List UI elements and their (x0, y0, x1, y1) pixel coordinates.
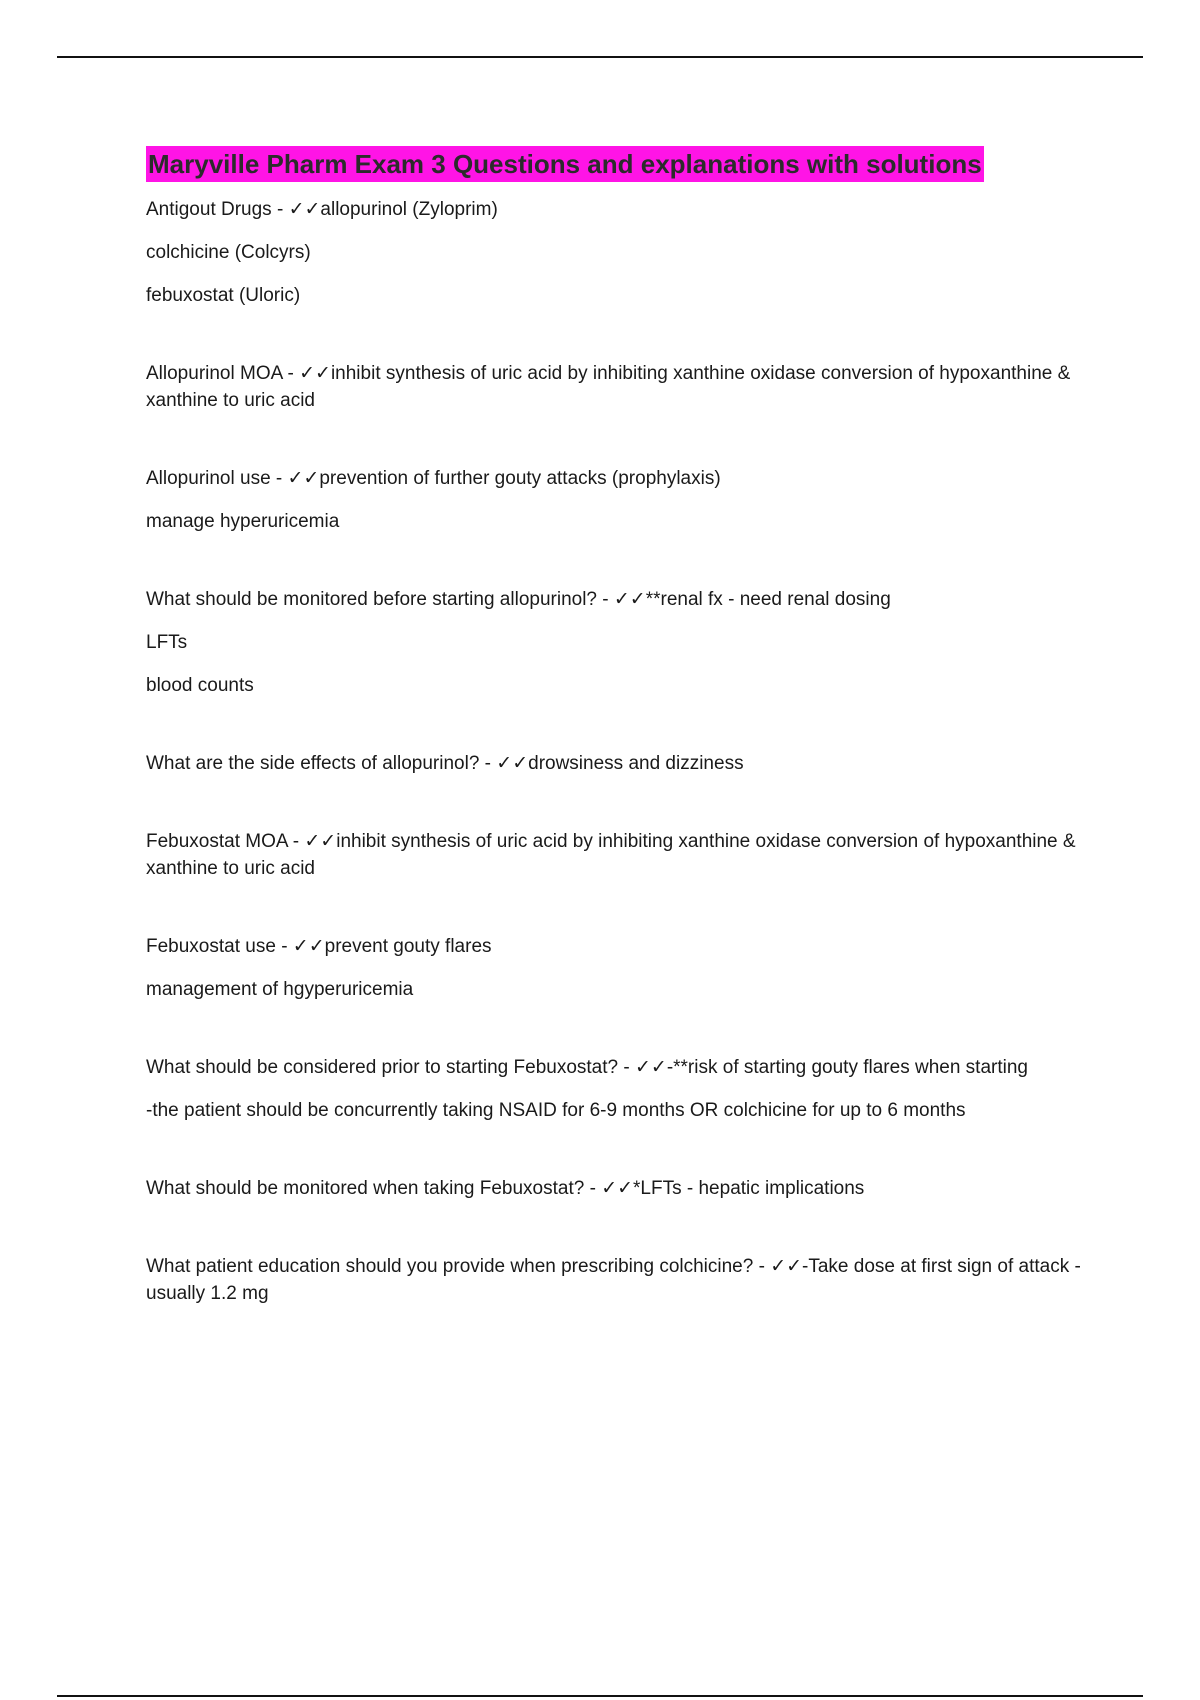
qa-entry-febuxostat-moa (146, 828, 1096, 882)
qa-entry-allopurinol-monitoring (146, 586, 1096, 699)
document-body (146, 146, 1096, 1323)
qa-entry-allopurinol-use (146, 465, 1096, 535)
entry-line: management of hgyperuricemia (146, 979, 414, 1000)
entry-line: Allopurinol MOA - ✓✓inhibit synthesis of uric acid by inhibiting xanthine oxidase conversion of hypoxanthine & xanthine to uric acid (146, 363, 1071, 411)
qa-entry-colchicine-education (146, 1253, 1096, 1307)
qa-entry-febuxostat-use (146, 933, 1096, 1003)
qa-entry-febuxostat-monitoring (146, 1175, 1096, 1202)
qa-entry-allopurinol-side-effects (146, 750, 1096, 777)
entry-line: LFTs (146, 632, 188, 653)
qa-entry-febuxostat-considerations (146, 1054, 1096, 1124)
entry-line: Allopurinol use - ✓✓prevention of further gouty attacks (prophylaxis) (146, 468, 721, 489)
entry-line: Febuxostat MOA - ✓✓inhibit synthesis of uric acid by inhibiting xanthine oxidase conversion of hypoxanthine & xanthine to uric acid (146, 831, 1076, 879)
top-rule (57, 56, 1143, 58)
qa-entry-antigout-drugs (146, 196, 1096, 309)
entry-line: What should be monitored before starting allopurinol? - ✓✓**renal fx - need renal dosing (146, 589, 891, 610)
entry-line: What should be monitored when taking Febuxostat? - ✓✓*LFTs - hepatic implications (146, 1178, 865, 1199)
entry-line: Antigout Drugs - ✓✓allopurinol (Zyloprim) (146, 199, 498, 220)
entry-line: What are the side effects of allopurinol? - ✓✓drowsiness and dizziness (146, 753, 744, 774)
entry-line: febuxostat (Uloric) (146, 285, 301, 306)
document-title: Maryville Pharm Exam 3 Questions and explanations with solutions (146, 146, 984, 182)
entry-line: What patient education should you provide when prescribing colchicine? - ✓✓-Take dose at first sign of attack - usually 1.2 mg (146, 1256, 1081, 1304)
entry-line: manage hyperuricemia (146, 511, 340, 532)
entry-line: blood counts (146, 675, 254, 696)
bottom-rule (57, 1695, 1143, 1697)
entry-line: What should be considered prior to starting Febuxostat? - ✓✓-**risk of starting gouty flares when starting (146, 1057, 1028, 1078)
entry-line: colchicine (Colcyrs) (146, 242, 311, 263)
entry-line: -the patient should be concurrently taking NSAID for 6-9 months OR colchicine for up to 6 months (146, 1100, 966, 1121)
entry-line: Febuxostat use - ✓✓prevent gouty flares (146, 936, 492, 957)
qa-entry-allopurinol-moa (146, 360, 1096, 414)
